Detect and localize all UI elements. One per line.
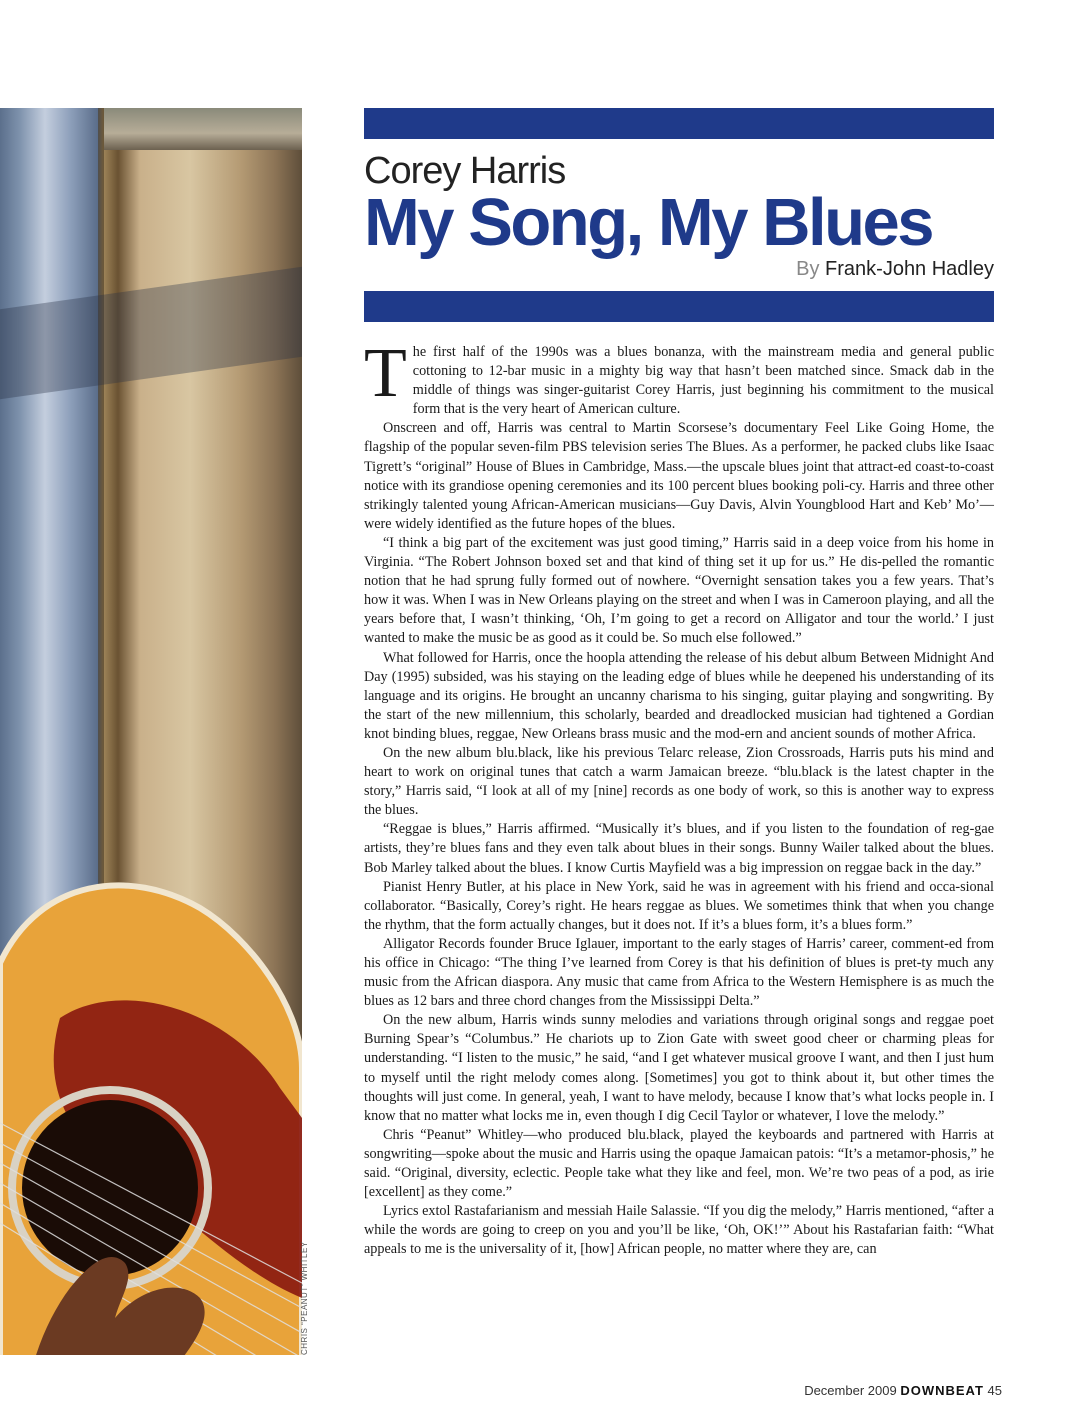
first-paragraph-text: he first half of the 1990s was a blues bonanza, with the mainstream media and general public cottoning to 12-bar music in a mighty big way that hasn’t been matched since. Smack dab in the middle of things was singer-guitarist Corey Harris, just beginning his commitment to the musical form that is the very heart of American culture. <box>412 344 994 418</box>
guitar-illustration <box>0 868 302 1355</box>
article-paragraph: Chris “Peanut” Whitley—who produced blu.black, played the keyboards and partnered with Harris at songwriting—spoke about the music and Harris using the opaque Jamaican patois: “It’s a metamor-phosis,” he said. “Original, diversity, eclectic. People take what they like and feel, mon. We’re two peas of a pod, as irie [excellent] as they come.” <box>364 1126 994 1201</box>
article-paragraph-1 <box>364 335 994 419</box>
article-kicker: Corey Harris <box>364 150 566 192</box>
guitar-photo <box>0 108 302 1355</box>
deck-beam <box>104 108 302 150</box>
article-paragraph: Lyrics extol Rastafarianism and messiah Haile Salassie. “If you dig the melody,” Harris mentioned, “after a while the words are going to creep on you and you’ll be like, ‘Oh, OK!’” About his Rastafarian faith: “What appeals to me is the universality of it, [how] African people, no matter where they are, can <box>364 1203 994 1258</box>
article-paragraph: Pianist Henry Butler, at his place in New York, said he was in agreement with his friend and occa-sional collaborator. “Basically, Corey’s right. He hears reggae as blues. We sometimes think that when you change the rhythm, that the form actually changes, but it does not. If it’s a blues form, it’s a blues form.” <box>364 878 994 933</box>
article-body <box>364 335 994 1260</box>
header-bar-top <box>364 108 994 139</box>
photo-credit: CHRIS “PEANUT” WHITLEY <box>300 1241 309 1355</box>
magazine-name: DOWNBEAT <box>900 1383 984 1398</box>
soundhole <box>22 1100 198 1276</box>
article-paragraph: Onscreen and off, Harris was central to Martin Scorsese’s documentary Feel Like Going Home, the flagship of the popular seven-film PBS television series The Blues. As a performer, he packed clubs like Isaac Tigrett’s “original” House of Blues in Cambridge, Mass.—the upscale blues joint that attract-ed coast-to-coast notice with its grandiose opening ceremonies and its 100 percent blues booking poli-cy. Harris and three other strikingly talented young African-American musicians—Guy Davis, Alvin Youngblood Hart and Keb’ Mo’—were widely identified as the future hopes of the blues. <box>364 420 994 532</box>
byline <box>796 258 994 281</box>
shadow-band <box>0 267 302 399</box>
article-paragraph: On the new album, Harris winds sunny melodies and variations through original songs and reggae poet Burning Spear’s “Columbus.” He chariots up to Zion Gate with sweet good cheer or charming pleas for understanding. “I listen to the music,” he said, “and I get whatever musical groove I want, and then I just hum to myself until the right melody comes along. [Sometimes] you got to think about it, but other times the thoughts will just come. In general, yeah, I want to have melody, because I know that’s what locks people in. I know that no matter what locks me in, even though I dig Cecil Taylor or whatever, I love the melody.” <box>364 1012 994 1124</box>
article-paragraph: What followed for Harris, once the hoopla attending the release of his debut album Between Midnight And Day (1995) subsided, was his staying on the leading edge of blues while he deepened his understanding of its language and its origins. He brought an uncanny charisma to his singing, guitar playing and songwriting. By the start of the new millennium, this scholarly, bearded and dreadlocked musician had tightened a Gordian knot binding blues, reggae, New Orleans brass music and the mod-ern and ancient sounds of mother Africa. <box>364 649 994 742</box>
page-footer <box>804 1383 1002 1398</box>
drop-cap: T <box>364 335 407 412</box>
article-paragraph: Alligator Records founder Bruce Iglauer, important to the early stages of Harris’ career, comment-ed from his office in Chicago: “The thing I’ve learned from Corey is that his definition of blues is pret-ty much any music from the African diaspora. Any music that came from Africa to the Western Hemisphere is as much the blues as 12 bars and three chord changes from the Mississippi Delta.” <box>364 935 994 1010</box>
byline-prefix: By <box>796 258 820 280</box>
issue-date: December 2009 <box>804 1383 897 1398</box>
article-paragraph: On the new album blu.black, like his previous Telarc release, Zion Crossroads, Harris puts his mind and heart to work on original tunes that catch a warm Jamaican breeze. “blu.black is the latest chapter in the story,” Harris said, “I look at all of my [nine] records as one body of work, so this is another way to express the blues. <box>364 744 994 819</box>
article-paragraph: “Reggae is blues,” Harris affirmed. “Musically it’s blues, and if you listen to the foundation of reg-gae artists, they’re blues fans and they even talk about blues in their songs. Bunny Wailer talked about the blues. Bob Marley talked about the blues. I know Curtis Mayfield was a big impression on reggae back in the day.” <box>364 821 994 876</box>
page-number: 45 <box>987 1383 1002 1398</box>
header-bar-bottom <box>364 291 994 322</box>
article-paragraph: “I think a big part of the excitement was just good timing,” Harris said in a deep voice from his home in Virginia. “The Robert Johnson boxed set and that kind of thing set it up for us.” He dis-pelled the romantic notion that he had sprung fully formed out of nowhere. “Overnight sensation takes you a few years. That’s how it was. When I was in New Orleans playing on the street and when I was in Cameroon playing, and all the years before that, I wasn’t thinking, ‘Oh, I’m going to get a record on Alligator and tour the world.’ I just wanted to make the music be as good as it could be. So much else followed.” <box>364 534 994 647</box>
article-headline: My Song, My Blues <box>364 185 933 260</box>
byline-author: Frank-John Hadley <box>825 258 994 280</box>
